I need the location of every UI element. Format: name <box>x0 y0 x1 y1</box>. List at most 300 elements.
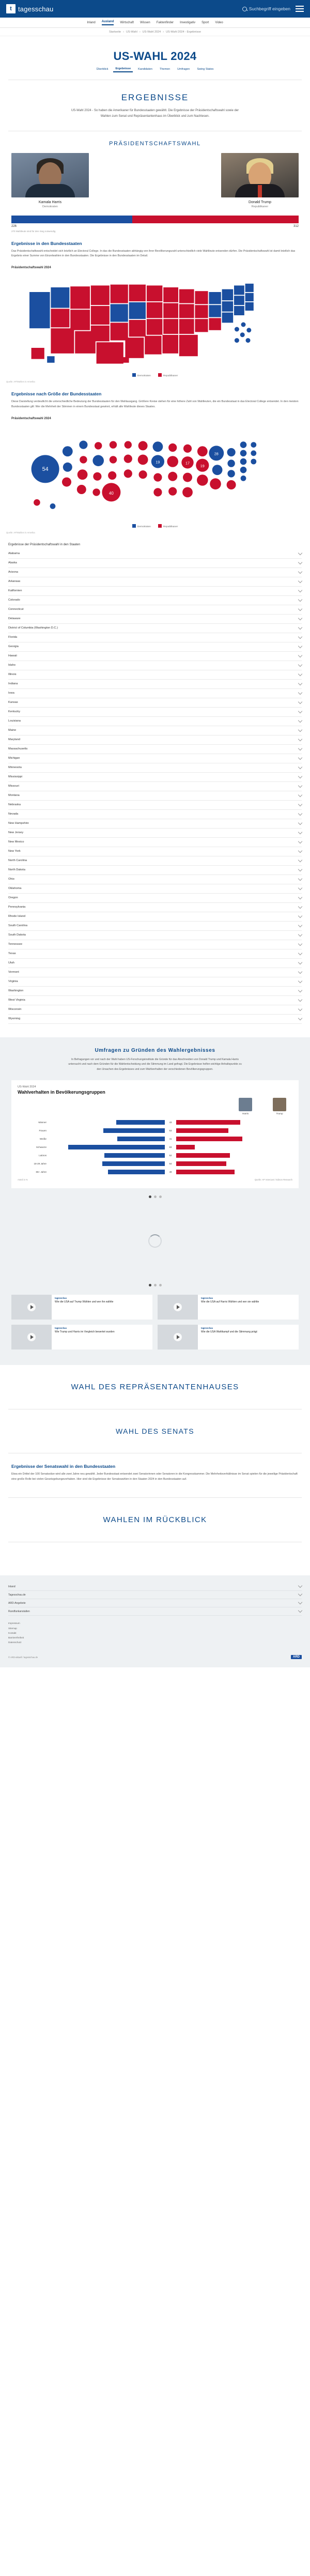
chevron-down-icon <box>298 570 302 574</box>
state-accordion-label: Michigan <box>8 757 20 760</box>
state-accordion-item[interactable] <box>8 754 302 763</box>
nav-item-wirtschaft[interactable]: Wirtschaft <box>120 21 134 24</box>
state-map-container[interactable] <box>0 269 310 369</box>
chevron-down-icon <box>298 756 302 760</box>
review-heading: WAHLEN IM RÜCKBLICK <box>103 1515 207 1525</box>
nav-item-ausland[interactable]: Ausland <box>102 20 114 25</box>
poll-bar-value: 43 <box>169 1121 172 1124</box>
page-subnav <box>0 66 310 80</box>
state-accordion-item[interactable] <box>8 559 302 568</box>
state-accordion-label: Tennessee <box>8 943 23 946</box>
chevron-down-icon <box>298 588 302 592</box>
state-accordion-label: Montana <box>8 794 20 798</box>
chevron-down-icon <box>298 811 302 816</box>
site-logo[interactable] <box>6 4 54 13</box>
chevron-down-icon <box>298 867 302 871</box>
state-accordion-label: South Carolina <box>8 924 28 928</box>
state-accordion-item[interactable] <box>8 633 302 642</box>
poll-bar-left <box>49 1128 165 1133</box>
state-accordion-label: Rhode Island <box>8 915 25 918</box>
chevron-down-icon <box>298 839 302 844</box>
poll-card-title: Wahlverhalten in Bevölkerungsgruppen <box>18 1089 105 1095</box>
state-accordion-item[interactable] <box>8 940 302 949</box>
chevron-down-icon <box>298 979 302 983</box>
state-accordion-item[interactable] <box>8 698 302 708</box>
chevron-down-icon <box>298 1600 302 1604</box>
play-icon[interactable] <box>27 1333 36 1341</box>
ard-logo[interactable] <box>291 1655 302 1659</box>
state-accordion-item[interactable] <box>8 819 302 829</box>
nav-item-faktenfinder[interactable]: Faktenfinder <box>156 21 174 24</box>
breadcrumb-item-3: US-Wahl 2024 - Ergebnisse <box>166 30 202 34</box>
chevron-down-icon <box>298 1007 302 1011</box>
us-choropleth-map[interactable] <box>6 273 304 366</box>
state-accordion-item[interactable] <box>8 977 302 987</box>
state-accordion-item[interactable] <box>8 605 302 615</box>
carousel-dot-2[interactable] <box>154 1195 157 1198</box>
subnav-item-umfragen[interactable]: Umfragen <box>177 68 190 71</box>
chevron-down-icon <box>298 784 302 788</box>
poll-bar-left <box>49 1170 165 1174</box>
page-title: US-WAHL 2024 <box>113 50 197 63</box>
candidate-trump-party: Republikaner <box>251 205 269 208</box>
state-accordion-label: New Jersey <box>8 831 24 835</box>
chevron-down-icon <box>298 616 302 620</box>
poll-bar-left <box>49 1120 165 1125</box>
chevron-down-icon <box>298 858 302 862</box>
carousel-dots-2[interactable] <box>0 1284 310 1286</box>
top-header-bar <box>0 0 310 18</box>
chevron-down-icon <box>298 718 302 723</box>
video-tag-0: tagesschau <box>55 1296 67 1299</box>
video-tag-2: tagesschau <box>55 1326 67 1329</box>
map1-source: Quelle: AP/Wahlen in Amerika <box>6 380 35 384</box>
state-accordion-item[interactable] <box>8 912 302 922</box>
state-accordion-label: Massachusetts <box>8 747 28 751</box>
state-accordion-item[interactable] <box>8 596 302 605</box>
footer-item-3-label: Rundfunkanstalten <box>8 1609 30 1613</box>
state-accordion-label: Maryland <box>8 738 21 742</box>
state-accordion-label: Wisconsin <box>8 1008 22 1011</box>
state-accordion-item[interactable] <box>8 661 302 670</box>
carousel-dot-1[interactable] <box>149 1195 151 1198</box>
chevron-down-icon <box>298 895 302 899</box>
poll-card-kicker: US-Wahl 2024 <box>18 1085 36 1088</box>
state-accordion-item[interactable] <box>8 763 302 773</box>
elector-bar-dem <box>11 216 132 223</box>
state-accordion-item[interactable] <box>8 577 302 587</box>
state-accordion-label: Nebraska <box>8 803 21 807</box>
chevron-down-icon <box>298 653 302 657</box>
map-states-layer <box>29 284 254 364</box>
state-accordion-item[interactable] <box>8 689 302 698</box>
poll-bar-row <box>18 1152 292 1159</box>
candidate-harris-party: Demokraten <box>42 205 58 208</box>
video-thumb-1 <box>158 1295 198 1320</box>
poll-head-harris-photo <box>239 1098 252 1111</box>
poll-bar-right <box>176 1137 292 1141</box>
play-icon[interactable] <box>174 1333 182 1341</box>
candidate-harris <box>11 153 89 208</box>
footer-link-0[interactable]: Impressum <box>8 1622 20 1625</box>
state-accordion-item[interactable] <box>8 587 302 596</box>
state-accordion-label: Connecticut <box>8 608 24 611</box>
search-label: Suchbegriff eingeben <box>249 6 290 11</box>
state-accordion-item[interactable] <box>8 726 302 735</box>
state-accordion-item[interactable] <box>8 810 302 819</box>
state-accordion-item[interactable] <box>8 931 302 940</box>
poll-bar-left <box>49 1153 165 1158</box>
state-accordion-item[interactable] <box>8 568 302 577</box>
poll-bar-label: Frauen <box>39 1129 47 1132</box>
chevron-down-icon <box>298 765 302 769</box>
chevron-down-icon <box>298 672 302 676</box>
poll-bar-value: 52 <box>169 1154 172 1157</box>
video-thumb-3 <box>158 1325 198 1350</box>
state-accordion-label: South Dakota <box>8 933 26 937</box>
breadcrumb-sep-2: › <box>163 30 164 34</box>
video-thumb-2 <box>11 1325 52 1350</box>
state-accordion-item[interactable] <box>8 987 302 996</box>
poll-bar-label: Weiße <box>39 1137 47 1140</box>
poll-bar-row <box>18 1169 292 1175</box>
state-accordion-item[interactable] <box>8 866 302 875</box>
state-accordion-label: Alabama <box>8 552 20 556</box>
search-icon <box>242 7 247 11</box>
state-accordion-label: Mississippi <box>8 775 23 779</box>
video-title-0: Wie die USA auf Trump Wählen und wer ihn wählte <box>55 1300 114 1304</box>
state-accordion-label: New York <box>8 850 21 853</box>
chevron-down-icon <box>298 681 302 685</box>
chevron-down-icon <box>298 551 302 555</box>
carousel-dots-1[interactable] <box>0 1195 310 1198</box>
poll-bar-row <box>18 1119 292 1126</box>
state-accordion-item[interactable] <box>8 782 302 791</box>
elector-bar-rep <box>132 216 299 223</box>
chevron-down-icon <box>298 625 302 630</box>
chevron-down-icon <box>298 830 302 834</box>
poll-heading: Umfragen zu Gründen des Wahlergebnisses <box>95 1047 215 1053</box>
candidates-row <box>0 153 310 208</box>
state-accordion-label: Idaho <box>8 664 16 667</box>
breadcrumb-item-1[interactable]: US-Wahl <box>126 30 137 34</box>
state-accordion-list <box>0 549 310 1024</box>
state-accordion-item[interactable] <box>8 708 302 717</box>
senate-text-block <box>0 1453 310 1482</box>
chevron-down-icon <box>298 988 302 992</box>
subnav-item-kandidaten[interactable]: Kandidaten <box>138 68 152 71</box>
state-accordion-label: Kansas <box>8 701 18 704</box>
state-accordion-label: Iowa <box>8 692 14 695</box>
state-accordion-label: New Hampshire <box>8 822 29 825</box>
state-accordion-item[interactable] <box>8 1005 302 1015</box>
menu-icon[interactable] <box>296 6 304 12</box>
chevron-down-icon <box>298 886 302 890</box>
candidate-trump-photo <box>221 153 299 197</box>
footer-item-1-label: Tagesschau.de <box>8 1593 26 1597</box>
chevron-down-icon <box>298 700 302 704</box>
state-accordion-item[interactable] <box>8 745 302 754</box>
state-accordion-item[interactable] <box>8 968 302 977</box>
chevron-down-icon <box>298 802 302 806</box>
nav-item-sport[interactable]: Sport <box>202 21 209 24</box>
state-accordion-item[interactable] <box>8 847 302 856</box>
state-accordion-item[interactable] <box>8 1015 302 1024</box>
footer-link-2[interactable]: Kontakt <box>8 1631 17 1634</box>
state-accordion-item[interactable] <box>8 735 302 745</box>
poll-head-trump-photo <box>273 1098 286 1111</box>
poll-bar-left <box>49 1145 165 1149</box>
state-accordion-label: West Virginia <box>8 999 25 1002</box>
subnav-item-swingstates[interactable]: Swing States <box>197 68 214 71</box>
state-accordion-item[interactable] <box>8 773 302 782</box>
legend-rep: Republikaner <box>158 373 178 377</box>
legend2-dem: Demokraten <box>132 524 151 528</box>
nav-item-inland[interactable]: Inland <box>87 21 96 24</box>
poll-bar-left <box>49 1161 165 1166</box>
state-accordion-label: New Mexico <box>8 840 24 844</box>
footer-item-1[interactable] <box>8 1591 302 1599</box>
candidate-trump <box>221 153 299 208</box>
breadcrumb-item-0[interactable]: Startseite <box>109 30 121 34</box>
carousel2-dot-1[interactable] <box>149 1284 151 1286</box>
poll-foot-left: Anteil in % <box>18 1178 28 1181</box>
state-accordion-item[interactable] <box>8 949 302 959</box>
chevron-down-icon <box>298 691 302 695</box>
chevron-down-icon <box>298 560 302 564</box>
state-accordion-item[interactable] <box>8 922 302 931</box>
state-accordion-label: Alaska <box>8 561 17 565</box>
video-card-1[interactable] <box>158 1295 299 1320</box>
chevron-down-icon <box>298 821 302 825</box>
poll-card-heads <box>18 1098 292 1115</box>
candidate-harris-photo <box>11 153 89 197</box>
video-card-3[interactable] <box>158 1325 299 1350</box>
us-bubble-map[interactable] <box>6 424 304 517</box>
footer-link-1[interactable]: Sitemap <box>8 1627 17 1630</box>
chevron-down-icon <box>298 951 302 955</box>
video-card-0[interactable] <box>11 1295 152 1320</box>
state-accordion-label: Vermont <box>8 971 19 974</box>
state-accordion-label: Florida <box>8 636 18 639</box>
state-accordion-item[interactable] <box>8 791 302 801</box>
video-title-3: Wie die USA Wahlkampf und die Stimmung prägt <box>201 1330 257 1333</box>
video-tag-3: tagesschau <box>201 1326 213 1329</box>
logo-text: tagesschau <box>18 5 54 13</box>
poll-chart-card[interactable] <box>11 1080 299 1188</box>
state-accordion-label: Illinois <box>8 673 17 677</box>
poll-bar-value: 53 <box>169 1129 172 1132</box>
map1-legend <box>0 369 310 378</box>
poll-bar-right <box>176 1120 292 1125</box>
state-accordion-label: Georgia <box>8 645 19 649</box>
footer-link-3[interactable]: Barrierefreiheit <box>8 1636 24 1639</box>
state-accordion-label: Delaware <box>8 617 21 621</box>
state-accordion-item[interactable] <box>8 624 302 633</box>
svg-text:28: 28 <box>214 451 219 456</box>
state-accordion-label: Arizona <box>8 571 18 574</box>
poll-head-trump <box>273 1098 286 1115</box>
chevron-down-icon <box>298 914 302 918</box>
bubble-map-layer <box>32 440 257 509</box>
chevron-down-icon <box>298 877 302 881</box>
bubble-map-container[interactable] <box>0 420 310 520</box>
nav-item-investigativ[interactable]: Investigativ <box>180 21 196 24</box>
poll-bar-row <box>18 1127 292 1134</box>
state-accordion-label: Maine <box>8 729 17 732</box>
chevron-down-icon <box>298 998 302 1002</box>
footer-copyright: © ARD-aktuell / tagesschau.de <box>8 1655 38 1659</box>
state-accordion-label: Missouri <box>8 785 19 788</box>
footer-link-4[interactable]: Datenschutz <box>8 1641 22 1644</box>
candidate-trump-name: Donald Trump <box>249 200 271 204</box>
chevron-down-icon <box>298 709 302 713</box>
subnav-item-themen[interactable]: Themen <box>159 68 171 71</box>
footer-item-2-label: ARD-Angebote <box>8 1601 26 1605</box>
state-accordion-item[interactable] <box>8 884 302 894</box>
state-accordion-item[interactable] <box>8 903 302 912</box>
poll-bar-right <box>176 1170 292 1174</box>
poll-bar-row <box>18 1144 292 1151</box>
chevron-down-icon <box>298 1584 302 1588</box>
state-accordion-item[interactable] <box>8 894 302 903</box>
state-accordion-item[interactable] <box>8 875 302 884</box>
subnav-item-ueberblick[interactable]: Überblick <box>96 68 109 71</box>
search-button[interactable] <box>242 6 290 11</box>
ard-logo-text: ARD <box>291 1655 302 1659</box>
chevron-down-icon <box>298 960 302 964</box>
size-block-title: Ergebnisse nach Größe der Bundesstaaten <box>11 391 102 397</box>
chevron-down-icon <box>298 644 302 648</box>
poll-bar-value: 49 <box>169 1170 172 1173</box>
carousel2-dot-2[interactable] <box>154 1284 157 1286</box>
elector-count-dem: 226 <box>11 224 17 228</box>
state-accordion-item[interactable] <box>8 838 302 847</box>
state-accordion-item[interactable] <box>8 549 302 559</box>
carousel2-dot-3[interactable] <box>159 1284 162 1286</box>
chevron-down-icon <box>298 1592 302 1596</box>
poll-bar-value: 54 <box>169 1162 172 1165</box>
poll-bar-value: 83 <box>169 1145 172 1148</box>
state-accordion-label: Louisiana <box>8 719 21 723</box>
poll-section <box>0 1037 310 1365</box>
breadcrumb <box>0 28 310 36</box>
breadcrumb-item-2[interactable]: US-Wahl 2024 <box>142 30 161 34</box>
electors-block-title: Ergebnisse in den Bundesstaaten <box>11 240 82 246</box>
state-accordion-label: Ohio <box>8 878 14 881</box>
state-accordion-item[interactable] <box>8 670 302 680</box>
chevron-down-icon <box>298 635 302 639</box>
chevron-down-icon <box>298 932 302 937</box>
state-accordion-item[interactable] <box>8 996 302 1005</box>
nav-item-video[interactable]: Video <box>215 21 223 24</box>
poll-bar-row <box>18 1160 292 1167</box>
video-tag-1: tagesschau <box>201 1296 213 1299</box>
poll-head-harris-label: Harris <box>242 1112 249 1115</box>
footer-item-0[interactable] <box>8 1583 302 1591</box>
elector-count-rep: 312 <box>293 224 299 228</box>
poll-bar-right <box>176 1161 292 1166</box>
state-accordion-item[interactable] <box>8 856 302 866</box>
state-accordion-label: Oregon <box>8 896 18 900</box>
senate-block-title: Ergebnisse der Senatswahl in den Bundesstaaten <box>11 1463 116 1469</box>
elector-bar-note: 270 Wahlleute sind für den Sieg notwendig <box>11 229 56 233</box>
poll-bar-chart <box>18 1119 292 1175</box>
elector-bar-section <box>0 208 310 233</box>
chevron-down-icon <box>298 1608 302 1613</box>
logo-mark <box>6 4 16 13</box>
state-accordion-item[interactable] <box>8 959 302 968</box>
poll-head-harris <box>239 1098 252 1115</box>
footer-item-2[interactable] <box>8 1599 302 1607</box>
poll-head-trump-label: Trump <box>276 1112 283 1115</box>
map2-source: Quelle: AP/Wahlen in Amerika <box>6 531 35 534</box>
svg-text:19: 19 <box>156 459 160 465</box>
state-accordion-item[interactable] <box>8 680 302 689</box>
results-intro: US-Wahl 2024 - So haben die Amerikaner für Bundesstaaten gewählt. Die Ergebnisse der Präsidentschaftswahl sowie der Wahlen zum Senat und Repräsentantenhaus im Überblick und zum Nachlesen. <box>71 109 239 118</box>
poll-subtext: In Befragungen vor und nach der Wahl haben US-Forschungsinstitute die Gründe für das Abschneiden von Donald Trump und Kamala Harris untersucht und nach dem Gründen für die Wahlentscheidung und die Stimmung im Land gefragt. Die Ergebnisse helfen wichtige Anhaltspunkte zu den Ursachen des Ergebnisses und zum Wahlverhalten der verschiedenen Bevölkerungsgruppen. <box>68 1057 242 1071</box>
chevron-down-icon <box>298 849 302 853</box>
chevron-down-icon <box>298 737 302 741</box>
state-accordion-item[interactable] <box>8 829 302 838</box>
footer-item-0-label: Inland <box>8 1585 16 1588</box>
state-accordion-label: Washington <box>8 989 24 993</box>
state-accordion-item[interactable] <box>8 717 302 726</box>
state-accordion-label: Virginia <box>8 980 18 984</box>
senate-block-text: Etwa ein Drittel der 100 Senatssitze wird alle zwei Jahre neu gewählt. Jeder Bundesstaat entsendet zwei Senatorinnen oder Senatoren in die Kongresskammer. Die Mehrheitsverhältnisse im Senat spielen für die jeweilige Präsidentschaft eine große Rolle bei vielen Gesetzgebungsvorhaben. Hier sind die Ergebnisse der Senatswahlen in den Staaten 2024 in den Bundesstaaten auf. <box>11 1472 298 1481</box>
video-card-2[interactable] <box>11 1325 152 1350</box>
trump-tie-shape <box>258 185 262 197</box>
poll-bar-right <box>176 1145 292 1149</box>
subnav-item-ergebnisse[interactable]: Ergebnisse <box>113 66 133 72</box>
state-accordion-item[interactable] <box>8 801 302 810</box>
poll-foot-right: Quelle: AP VoteCast / Edison Research <box>254 1178 292 1181</box>
state-accordion-label: North Carolina <box>8 859 27 863</box>
poll-bar-label: 65+ Jahre <box>36 1170 47 1173</box>
nav-item-wissen[interactable]: Wissen <box>140 21 150 24</box>
play-icon[interactable] <box>174 1303 182 1311</box>
poll-bar-label: 18-29 Jahre <box>34 1162 47 1165</box>
state-accordion-label: Colorado <box>8 599 20 602</box>
footer-item-3[interactable] <box>8 1607 302 1616</box>
chevron-down-icon <box>298 663 302 667</box>
state-accordion-label: Pennsylvania <box>8 906 26 909</box>
state-accordion-label: Arkansas <box>8 580 21 584</box>
footer-links <box>0 1616 310 1650</box>
harris-torso-shape <box>25 184 75 197</box>
state-accordion-label: Nevada <box>8 812 19 816</box>
state-accordion-label: Oklahoma <box>8 887 22 891</box>
chevron-down-icon <box>298 607 302 611</box>
carousel-dot-3[interactable] <box>159 1195 162 1198</box>
play-icon[interactable] <box>27 1303 36 1311</box>
poll-bar-right <box>176 1128 292 1133</box>
state-accordion-label: Wyoming <box>8 1017 21 1021</box>
state-accordion-item[interactable] <box>8 642 302 652</box>
poll-bar-value: 41 <box>169 1137 172 1140</box>
electors-block-text: Das Präsidentschaftswahl entscheidet sich letztlich an Electoral College. In das die Bundesstaaten abhängig von ihrer Bevölkerungszahl unterschiedlich viele Wahlleute entsenden dürfen. Die Präsidentschaftswahl ist damit letztlich das Ergebnis einer Summe von Einzelwahlen in den Bundesstaaten. Die Ergebnisse in den Bundesstaaten im Detail. <box>11 249 296 258</box>
chevron-down-icon <box>298 728 302 732</box>
svg-text:19: 19 <box>200 463 205 468</box>
breadcrumb-sep-0: › <box>123 30 125 34</box>
state-accordion-label: Hawaii <box>8 654 17 658</box>
state-accordion-item[interactable] <box>8 615 302 624</box>
state-accordion-label: Kalifornien <box>8 589 22 593</box>
state-accordion-item[interactable] <box>8 652 302 661</box>
poll-bar-label: Schwarze <box>36 1145 47 1148</box>
breadcrumb-sep-1: › <box>139 30 141 34</box>
state-accordion-label: Kentucky <box>8 710 21 714</box>
